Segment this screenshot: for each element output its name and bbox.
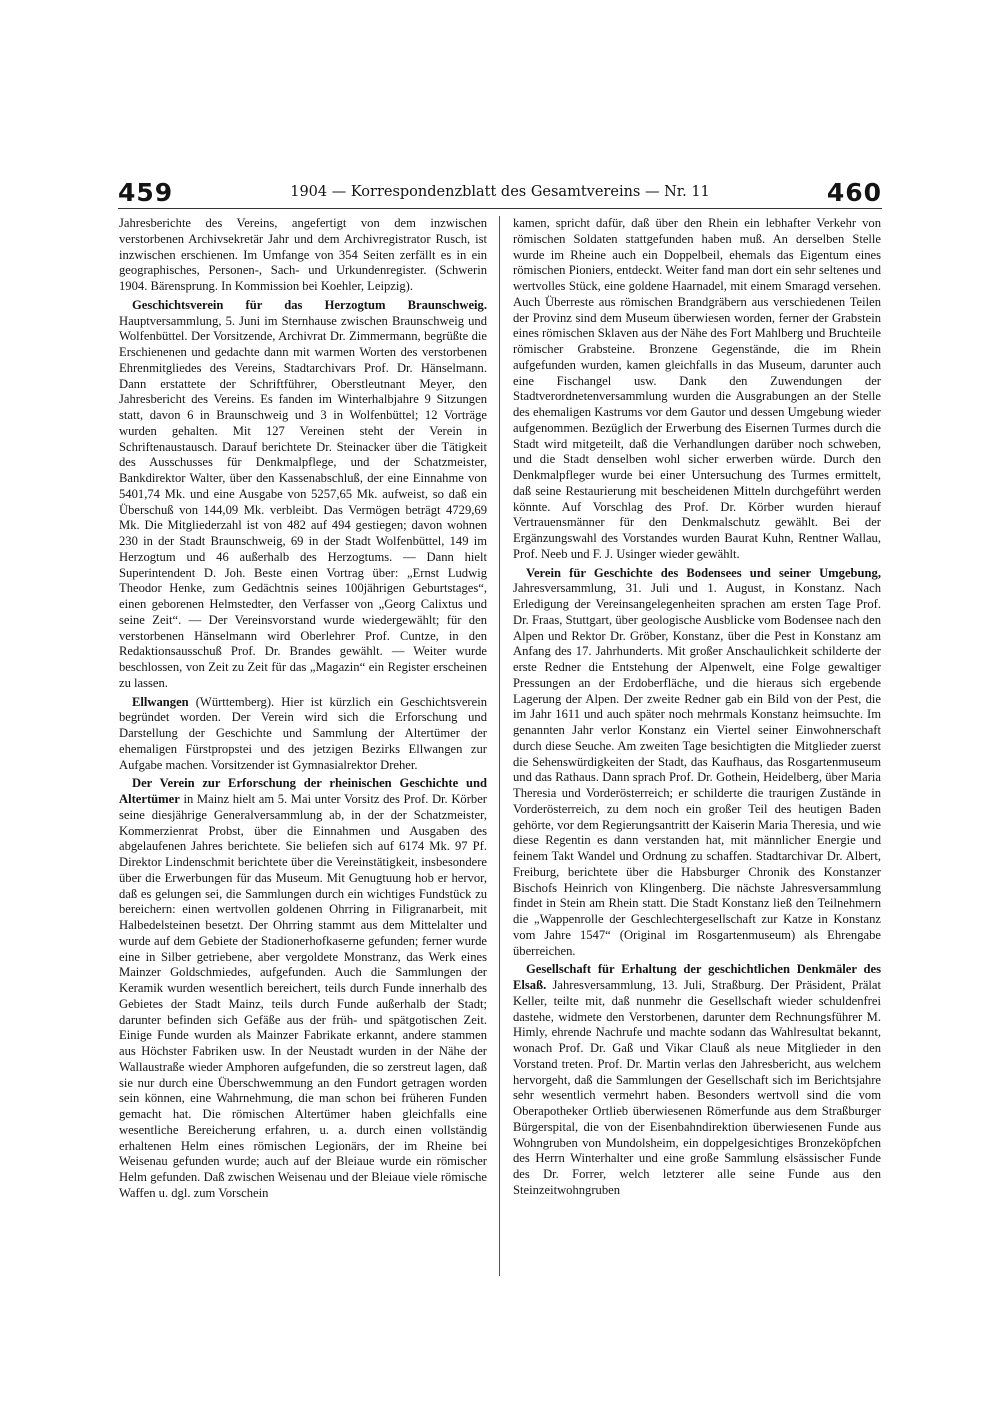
column-divider xyxy=(499,216,500,1276)
paragraph-text: kamen, spricht dafür, daß über den Rhein ein lebhafter Verkehr von römischen Soldaten stattgefunden haben muß. An derselben Stelle wurde im Rheine auch ein Doppelbeil, ehemals das Eigentum eines römischen Pioniers, entdeckt. Weiter fand man dort ein sehr seltenes und wertvolles Stück, eine goldene Haarnadel, mit einem Smaragd versehen. Auch Überreste aus römischen Brandgräbern aus verschiedenen Teilen der Provinz sind dem Museum überwiesen worden, ferner der Grabstein eines römischen Sklaven aus der Nähe des Fort Mahlberg und Bruchteile römischer Grabsteine. Bronzene Gegenstände, die im Rhein aufgefunden wurden, kamen gleichfalls in das Museum, darunter auch eine Fischangel usw. Dank den Zuwendungen der Stadtverordnetenversammlung wurden die Ausgrabungen an der Stelle des ehemaligen Kastrums vor dem Gautor und dessen Umgebung wieder aufgenommen. Bezüglich der Erwerbung des Eisernen Turmes durch die Stadt wird mitgeteilt, daß die Verhandlungen darüber noch schweben, und die Stadt denselben wohl sicher erwerben würde. Durch den Denkmalpfleger wurde bei einer Untersuchung des Turmes ermittelt, daß seine Restaurierung mit bescheidenen Mitteln durchgeführt werden könnte. Auf Vorschlag des Prof. Dr. Körber wurden hierauf Vertrauensmänner für den Denkmalschutz gewählt. Bei der Ergänzungswahl des Vorstandes wurden Baurat Kuhn, Rentner Wallau, Prof. Neeb und F. J. Usinger wieder gewählt. xyxy=(513,216,881,561)
section-heading: Geschichtsverein für das Herzogtum Braunschweig. xyxy=(132,297,487,312)
paragraph xyxy=(119,298,487,692)
section-heading: Verein für Geschichte des Bodensees und seiner Umgebung, xyxy=(526,565,881,580)
paragraph-text: Jahresversammlung, 31. Juli und 1. August, in Konstanz. Nach Erledigung der Vereinsangelegenheiten sprachen am ersten Tage Prof. Dr. Fraas, Stuttgart, über geologische Ausblicke vom Bodensee nach den Alpen und Rektor Dr. Gröber, Konstanz, über die Pest in Konstanz am Anfang des 17. Jahrhunderts. Mit großer Anschaulichkeit schilderte der erste Redner die Entstehung der Alpenwelt, eine Folge gewaltiger Pressungen an der Erdoberfläche, und die hieraus sich ergebende Lagerung der Alpen. Der zweite Redner gab ein Bild von der Pest, die im Jahr 1611 und auch später noch mehrmals Konstanz heimsuchte. Im genannten Jahr verlor Konstanz ein Viertel seiner Einwohnerschaft durch diese Seuche. Am zweiten Tage besichtigten die Mitglieder zuerst die Sehenswürdigkeiten der Stadt, das Kaufhaus, das Rosgartenmuseum und das Rathaus. Dann sprach Prof. Dr. Gothein, Heidelberg, über Maria Theresia und Vorderösterreich; er schilderte die traurigen Zustände in Vorderösterreich, zu dem noch ein großer Teil des heutigen Baden gehörte, vor dem Regierungsantritt der Kaiserin Maria Theresia, und wie diese Regentin es dann verstanden hat, mit männlicher Energie und feinem Takt Wandel und Ordnung zu schaffen. Stadtarchivar Dr. Albert, Freiburg, berichtete über die Habsburger Chronik des Konstanzer Bischofs Heinrich von Klingenberg. Die nächste Jahresversammlung findet in Stein am Rhein statt. Die Stadt Konstanz ließ den Teilnehmern die „Wappenrolle der Geschlechtergesellschaft zur Katze in Konstanz vom Jahre 1547“ (Original im Rosgartenmuseum) als Ehrengabe überreichen. xyxy=(513,581,881,958)
section-heading: Gesellschaft für Erhaltung der geschichtlichen Denkmäler des Elsaß. xyxy=(513,962,881,992)
paragraph xyxy=(119,216,487,295)
left-page-number: 459 xyxy=(118,178,174,207)
right-column xyxy=(513,216,881,1286)
left-column xyxy=(119,216,487,1286)
paragraph-text: Hauptversammlung, 5. Juni im Sternhause zwischen Braunschweig und Wolfenbüttel. Der Vorsitzende, Archivrat Dr. Zimmermann, begrüßte die Erschienenen und gedachte dann mit warmen Worten des verstorbenen Ehrenmitgliedes des Vereins, Stadtarchivars Prof. Dr. Hänselmann. Dann erstattete der Schriftführer, Oberstleutnant Meyer, den Jahresbericht des Vereins. Es fanden im Winterhalbjahre 9 Sitzungen statt, davon 6 in Braunschweig und 3 in Wolfenbüttel; 12 Vorträge wurden gehalten. Mit 127 Vereinen steht der Verein in Schriftenaustausch. Darauf berichtete Dr. Steinacker über die Tätigkeit des Ausschusses für Denkmalpflege, und der Schatzmeister, Bankdirektor Walter, über den Kassenabschluß, der eine Einnahme von 5401,74 Mk. und eine Ausgabe von 5257,65 Mk. aufweist, so daß ein Überschuß von 144,09 Mk. verbleibt. Das Vermögen beträgt 4729,69 Mk. Die Mitgliederzahl ist von 482 auf 494 gestiegen; davon wohnen 230 in der Stadt Braunschweig, 69 in der Stadt Wolfenbüttel, 149 im Herzogtum und 46 außerhalb des Herzogtums. — Dann hielt Superintendent D. Joh. Beste einen Vortrag über: „Ernst Ludwig Theodor Henke, zum Gedächtnis seines 100jährigen Geburtstages“, einen geborenen Helmstedter, den Verfasser von „Georg Calixtus und seine Zeit“. — Der Vereinsvorstand wurde wiedergewählt; für den verstorbenen Hänselmann wird Oberlehrer Prof. Cuntze, in den Redaktionsausschuß Prof. Dr. Brandes gewählt. — Weiter wurde beschlossen, von Zeit zu Zeit für das „Magazin“ ein Register erscheinen zu lassen. xyxy=(119,313,487,690)
paragraph xyxy=(513,962,881,1198)
section-heading: Ellwangen xyxy=(132,694,189,709)
page-header xyxy=(118,178,882,208)
right-page-number: 460 xyxy=(826,178,882,207)
paragraph-text: in Mainz hielt am 5. Mai unter Vorsitz des Prof. Dr. Körber seine diesjährige Generalversammlung ab, in der der Schatzmeister, Kommerzienrat Probst, über die Einnahmen und Ausgaben des abgelaufenen Jahres berichtete. Sie beliefen sich auf 6174 Mk. 97 Pf. Direktor Lindenschmit berichtete über die Vereinstätigkeit, insbesondere über die Erwerbungen für das Museum. Mit Genugtuung hob er hervor, daß es gelungen sei, die Sammlungen durch ein wichtiges Fundstück zu bereichern: einen wertvollen goldenen Ohrring in Filigranarbeit, mit Halbedelsteinen besetzt. Der Ohrring stammt aus dem Mittelalter und wurde auf dem Gebiete der Stadionerhofkaserne gefunden; ferner wurde eine in Silber getriebene, aber vergoldete Monstranz, das Werk eines Mainzer Goldschmiedes, aufgefunden. Auch die Sammlungen der Keramik wurden wesentlich bereichert, teils durch Funde innerhalb des Gebietes der Stadt Mainz, teils durch Funde außerhalb der Stadt; darunter befinden sich Gefäße aus der früh- und spätgotischen Zeit. Einige Funde wurden als Mainzer Fabrikate erkannt, andere stammen aus Höchster Fabriken usw. In der Neustadt wurden in der Nähe der Wallaustraße wieder Amphoren aufgefunden, die so zerstreut lagen, daß sie nur durch eine Überschwemmung an den Fundort getragen worden sein können, eine Wahrnehmung, die man schon bei früheren Funden gemacht hat. Die römischen Altertümer haben gleichfalls eine wesentliche Bereicherung erfahren, u. a. durch einen vollständig erhaltenen Helm eines römischen Legionärs, der im Rheine bei Weisenau gefunden wurde; auch auf der Bleiaue wurde ein römischer Helm gefunden. Daß zwischen Weisenau und der Bleiaue viele römische Waffen u. dgl. zum Vorschein xyxy=(119,792,487,1200)
paragraph-text: Jahresberichte des Vereins, angefertigt von dem inzwischen verstorbenen Archivsekretär Jahr und dem Archivregistrator Rusch, ist inzwischen erschienen. Im Umfange von 354 Seiten zerfällt es in ein geographisches, Personen-, Sach- und Urkundenregister. (Schwerin 1904. Bärensprung. In Kommission bei Koehler, Leipzig). xyxy=(119,216,487,293)
header-rule xyxy=(118,208,882,209)
paragraph-text: Jahresversammlung, 13. Juli, Straßburg. Der Präsident, Prälat Keller, teilte mit, daß nunmehr die Gesellschaft wieder schuldenfrei dastehe, widmete den Verstorbenen, darunter dem Rechnungsführer M. Himly, ehrende Nachrufe und machte sodann das Wahlresultat bekannt, wonach Prof. Dr. Gaß und Vikar Clauß als neue Mitglieder in den Vorstand treten. Prof. Dr. Martin verlas den Jahresbericht, aus welchem hervorgeht, daß die Sammlungen der Gesellschaft sich im Berichtsjahre sehr wesentlich vermehrt haben. Besonders wertvoll sind die vom Oberapotheker Ortlieb überwiesenen Römerfunde aus dem Straßburger Bürgerspital, die von der Eisenbahndirektion überwiesenen Funde aus Wohngruben von Mundolsheim, ein doppelgesichtiges Bronzeköpfchen des Herrn Winterhalter und eine große Sammlung elsässischer Funde des Dr. Forrer, welch letzterer alle seine Funde aus den Steinzeitwohngruben xyxy=(513,978,881,1197)
paragraph xyxy=(513,216,881,563)
paragraph-text: (Württemberg). Hier ist kürzlich ein Geschichtsverein begründet worden. Der Verein wird sich die Erforschung und Darstellung der Geschichte und Sammlung der Altertümer der ehemaligen Fürstpropstei und des jetzigen Bezirks Ellwangen zur Aufgabe machen. Vorsitzender ist Gymnasialrektor Dreher. xyxy=(119,694,487,772)
paragraph xyxy=(119,695,487,774)
section-heading: Der Verein zur Erforschung der rheinischen Geschichte und Altertümer xyxy=(119,776,487,806)
paragraph xyxy=(513,566,881,960)
running-title: 1904 — Korrespondenzblatt des Gesamtvereins — Nr. 11 xyxy=(290,184,710,200)
paragraph xyxy=(119,776,487,1201)
